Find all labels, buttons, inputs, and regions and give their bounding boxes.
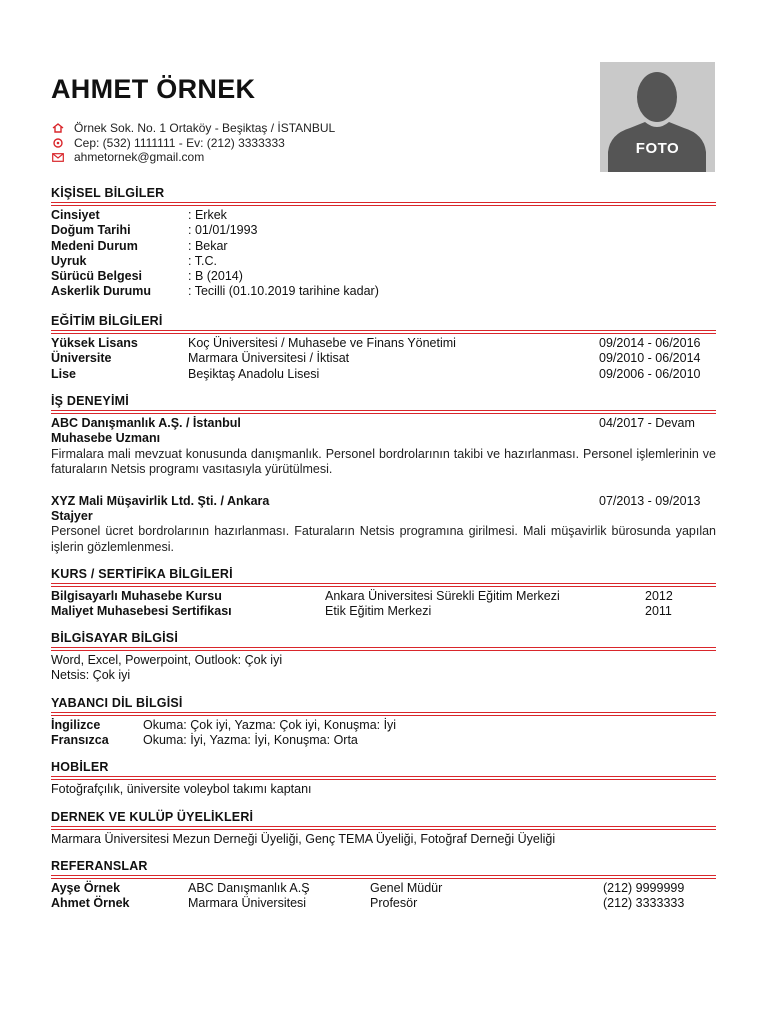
- email-row: [51, 150, 335, 165]
- personal-row: Askerlik Durumu : Tecilli (01.10.2019 tarihine kadar): [51, 284, 379, 299]
- section-title: YABANCI DİL BİLGİSİ: [51, 696, 183, 710]
- job-description: Personel ücret bordrolarının hazırlanması. Faturaların Netsis programına girilmesi. Mali müşavirlik bürosunda yapılan işlerin gözlemlenmesi.: [51, 524, 716, 554]
- job-header: ABC Danışmanlık A.Ş. / İstanbul 04/2017 - Devam: [51, 416, 695, 430]
- contact-block: [51, 121, 335, 165]
- experience-section: [51, 394, 716, 555]
- section-divider: [51, 875, 716, 879]
- section-divider: [51, 583, 716, 587]
- section-title: BİLGİSAYAR BİLGİSİ: [51, 631, 179, 645]
- job-role: Stajyer: [51, 508, 93, 523]
- memberships-section: [51, 810, 716, 847]
- phone-icon: [51, 138, 65, 148]
- computer-line: Word, Excel, Powerpoint, Outlook: Çok iyi: [51, 653, 283, 667]
- phone-text: Cep: (532) 1111111 - Ev: (212) 3333333: [74, 135, 285, 150]
- hobbies-text: Fotoğrafçılık, üniversite voleybol takımı kaptanı: [51, 782, 312, 796]
- language-row: İngilizce Okuma: Çok iyi, Yazma: Çok iyi, Konuşma: İyi: [51, 718, 397, 732]
- photo-label: FOTO: [635, 140, 680, 157]
- section-divider: [51, 202, 716, 206]
- home-icon: [51, 123, 65, 133]
- section-divider: [51, 330, 716, 334]
- section-title: KURS / SERTİFİKA BİLGİLERİ: [51, 567, 233, 581]
- job-header: XYZ Mali Müşavirlik Ltd. Şti. / Ankara 07/2013 - 09/2013: [51, 493, 701, 508]
- languages-section: [51, 696, 716, 749]
- address-text: Örnek Sok. No. 1 Ortaköy - Beşiktaş / İSTANBUL: [74, 121, 336, 135]
- personal-row: Sürücü Belgesi : B (2014): [51, 269, 243, 284]
- section-divider: [51, 712, 716, 716]
- personal-row: Uyruk : T.C.: [51, 253, 217, 268]
- memberships-text: Marmara Üniversitesi Mezun Derneği Üyeliği, Genç TEMA Üyeliği, Fotoğraf Derneği Üyeliği: [51, 832, 556, 846]
- education-row: Üniversite Marmara Üniversitesi / İktisat 09/2010 - 06/2014: [51, 351, 701, 366]
- language-row: Fransızca Okuma: İyi, Yazma: İyi, Konuşma: Orta: [51, 733, 358, 748]
- education-row: Yüksek Lisans Koç Üniversitesi / Muhasebe ve Finans Yönetimi 09/2014 - 06/2016: [51, 336, 701, 350]
- section-title: REFERANSLAR: [51, 859, 148, 873]
- profile-photo: [600, 62, 715, 172]
- course-row: Bilgisayarlı Muhasebe Kursu Ankara Üniversitesi Sürekli Eğitim Merkezi 2012: [51, 589, 673, 603]
- education-section: [51, 314, 716, 382]
- references-section: [51, 859, 716, 912]
- reference-row: Ahmet Örnek Marmara Üniversitesi Profesör (212) 3333333: [51, 896, 685, 911]
- section-divider: [51, 647, 716, 651]
- personal-row: Doğum Tarihi : 01/01/1993: [51, 223, 258, 238]
- personal-row: Medeni Durum : Bekar: [51, 238, 228, 253]
- personal-section: [51, 186, 716, 300]
- job-description: Firmalara mali mevzuat konusunda danışmanlık. Personel bordrolarının takibi ve hazırlanması. Personel işlemlerinin ve faturaların Netsis programı vasıtasıyla yürütülmesi.: [51, 446, 716, 477]
- course-row: Maliyet Muhasebesi Sertifikası Etik Eğitim Merkezi 2011: [51, 604, 672, 619]
- section-divider: [51, 410, 716, 414]
- address-row: [51, 121, 335, 136]
- education-row: Lise Beşiktaş Anadolu Lisesi 09/2006 - 06/2010: [51, 366, 701, 381]
- computer-section: [51, 631, 716, 684]
- personal-row: Cinsiyet : Erkek: [51, 208, 227, 222]
- envelope-icon: [51, 152, 65, 162]
- hobbies-section: [51, 760, 716, 797]
- reference-row: Ayşe Örnek ABC Danışmanlık A.Ş Genel Müdür (212) 9999999: [51, 881, 685, 895]
- email-text[interactable]: ahmetornek@gmail.com: [74, 150, 205, 164]
- section-divider: [51, 826, 716, 830]
- section-title: DERNEK VE KULÜP ÜYELİKLERİ: [51, 810, 254, 824]
- section-divider: [51, 776, 716, 780]
- courses-section: [51, 567, 716, 620]
- computer-line: Netsis: Çok iyi: [51, 668, 131, 683]
- phone-row: [51, 136, 335, 151]
- section-title: EĞİTİM BİLGİLERİ: [51, 314, 163, 328]
- section-title: İŞ DENEYİMİ: [51, 394, 129, 408]
- section-title: KİŞİSEL BİLGİLER: [51, 186, 165, 200]
- job-role: Muhasebe Uzmanı: [51, 431, 161, 446]
- person-name: AHMET ÖRNEK: [51, 74, 256, 104]
- section-title: HOBİLER: [51, 760, 109, 774]
